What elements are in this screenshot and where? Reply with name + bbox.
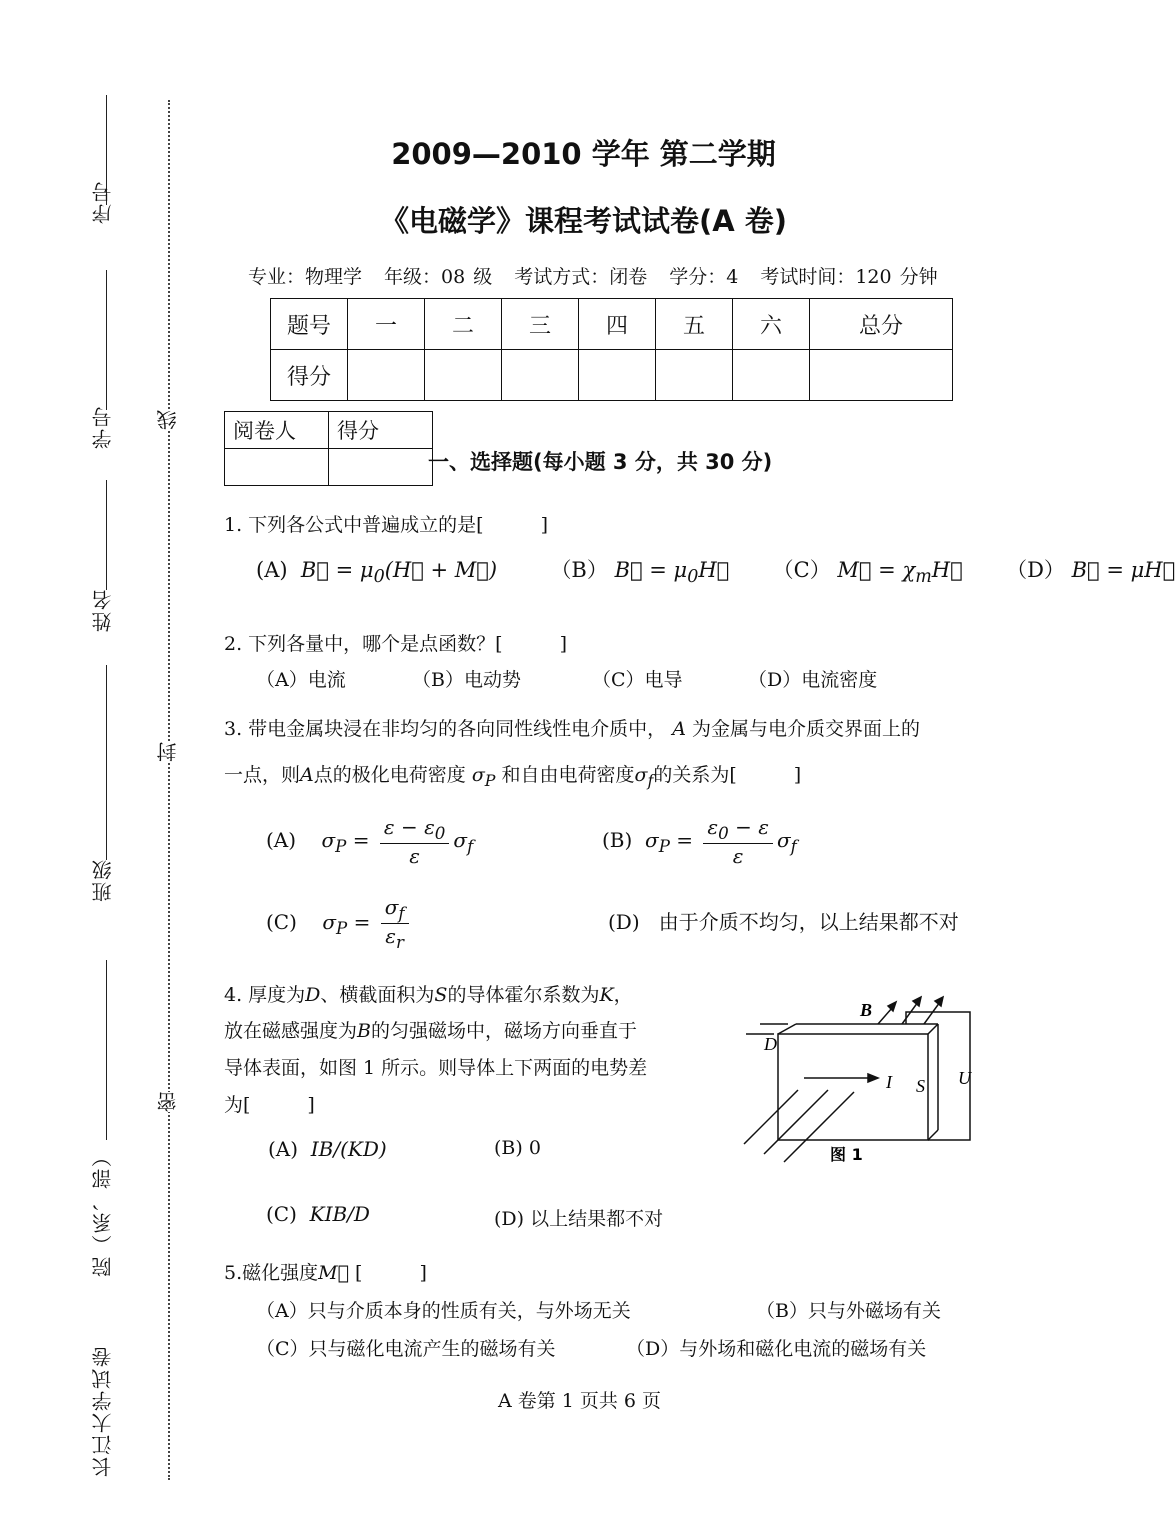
side-rule-3 xyxy=(106,480,107,590)
score-cell xyxy=(502,350,579,401)
fig-label-u: U xyxy=(958,1068,971,1088)
q4-text-2a: 放在磁感强度为 xyxy=(224,1020,358,1042)
q4-text-2b: 的匀强磁场中，磁场方向垂直于 xyxy=(370,1020,637,1042)
q3-c-formula: $\sigma_P$ = $\frac{\sigma_f}{\varepsilon_r}$ xyxy=(322,910,412,934)
q3-option-c xyxy=(266,895,413,952)
side-label-seq: 序号 xyxy=(91,180,115,224)
q3-option-d xyxy=(608,906,959,935)
score-row-label: 得分 xyxy=(271,350,348,401)
grader-score: 得分 xyxy=(329,412,433,449)
score-head-label: 题号 xyxy=(271,299,348,350)
q4-line4: 为[ ] xyxy=(224,1094,315,1116)
side-rule-4 xyxy=(106,665,107,860)
score-head-5: 五 xyxy=(656,299,733,350)
q1-d-label: （D） xyxy=(1006,558,1065,582)
q3-line1 xyxy=(224,714,920,741)
score-cell xyxy=(348,350,425,401)
q4-option-d: (D) 以上结果都不对 xyxy=(494,1208,664,1230)
q3-b-label: (B) xyxy=(602,828,633,852)
score-head-2: 二 xyxy=(425,299,502,350)
q4-option-a xyxy=(268,1137,387,1161)
q2-option-b: （B）电动势 xyxy=(412,669,521,691)
info-grade: 年级：08 级 xyxy=(384,266,493,288)
seal-line xyxy=(168,100,170,1480)
q4-text-1c: 的导体霍尔系数为 xyxy=(447,984,600,1006)
q3-text-1: 3. 带电金属块浸在非均匀的各向同性线性电介质中， xyxy=(224,718,667,740)
score-head-total: 总分 xyxy=(810,299,953,350)
q5-option-a: （A）只与介质本身的性质有关，与外场无关 xyxy=(256,1300,631,1322)
q1-stem: 1. 下列各公式中普遍成立的是[ ] xyxy=(224,514,548,536)
q4-text-1b: 、横截面积为 xyxy=(320,984,435,1006)
q4-sym-b: B xyxy=(357,1020,371,1042)
side-label-name: 姓名 xyxy=(91,588,115,632)
q1-d-formula: B⃗ = μH⃗ xyxy=(1071,558,1175,582)
q4-line3: 导体表面，如图 1 所示。则导体上下两面的电势差 xyxy=(224,1057,648,1079)
grader-reader: 阅卷人 xyxy=(225,412,329,449)
q3-c-label: (C) xyxy=(266,910,297,934)
q5-sym-m: M⃗ xyxy=(318,1262,349,1284)
q4-a-formula: IB/(KD) xyxy=(310,1137,387,1161)
q4-sym-s: S xyxy=(434,984,448,1006)
q1-options xyxy=(256,554,1175,587)
q4-text-1a: 4. 厚度为 xyxy=(224,984,306,1006)
q3-sigma-f: $\sigma_f$ xyxy=(634,764,654,790)
q4-line1: 4. 厚度为D、横截面积为S的导体霍尔系数为K， xyxy=(224,984,633,1006)
seal-mark-line: 线 xyxy=(153,410,182,430)
q4-c-label: (C) xyxy=(266,1202,297,1226)
info-method: 考试方式：闭卷 xyxy=(514,266,648,288)
fig-label-d: D xyxy=(764,1034,777,1054)
q3-text-2d: 的关系为[ ] xyxy=(653,764,802,786)
q4-c-formula: KIB/D xyxy=(309,1202,370,1226)
side-label-dept: 院（系、部） xyxy=(91,1145,115,1277)
q3-d-label: (D) xyxy=(608,910,640,934)
q5-text-a: 5.磁化强度 xyxy=(224,1262,319,1284)
q4-sym-k: K xyxy=(599,984,614,1006)
side-rule-2 xyxy=(106,270,107,410)
q4-option-c xyxy=(266,1202,370,1226)
q2-stem: 2. 下列各量中，哪个是点函数？[ ] xyxy=(224,633,567,655)
score-cell xyxy=(656,350,733,401)
figure-1 xyxy=(738,994,988,1174)
grader-cell xyxy=(329,449,433,486)
seal-mark-secret: 密 xyxy=(153,1092,182,1112)
fig-label-i: I xyxy=(886,1072,892,1092)
score-head-6: 六 xyxy=(733,299,810,350)
score-table xyxy=(270,298,953,401)
q5-option-c: （C）只与磁化电流产生的磁场有关 xyxy=(256,1338,556,1360)
fig-label-s: S xyxy=(916,1076,925,1096)
q4-sym-d: D xyxy=(305,984,321,1006)
q4-option-b: (B) 0 xyxy=(494,1137,541,1159)
q3-d-text: 由于介质不均匀，以上结果都不对 xyxy=(658,910,959,934)
score-head-1: 一 xyxy=(348,299,425,350)
info-credit: 学分：4 xyxy=(669,266,739,288)
grader-table xyxy=(224,411,433,486)
q3-sigma-p: $\sigma_P$ xyxy=(471,764,496,790)
q5-option-b: （B）只与外磁场有关 xyxy=(756,1300,941,1322)
q3-option-b xyxy=(602,815,797,868)
q1-b-formula: B⃗ = $\mu_0H⃗$ xyxy=(614,558,730,588)
side-label-class: 班级 xyxy=(91,858,115,902)
header-line2: 《电磁学》课程考试试卷(A 卷) xyxy=(379,204,788,238)
seal-mark-seal: 封 xyxy=(153,742,182,762)
q3-point-a: A xyxy=(672,718,686,740)
q3-a-formula: $\sigma_P$ = $\frac{\varepsilon - \varepsilon_0}{\varepsilon}$ $\sigma_f$ xyxy=(321,815,474,868)
q3-point-a2: A xyxy=(300,764,314,786)
q1-a-formula: B⃗ = $\mu_0(H⃗$ + M⃗) xyxy=(294,558,498,588)
q1-c-label: （C） xyxy=(772,558,831,582)
score-cell xyxy=(425,350,502,401)
q5-text-b: [ ] xyxy=(355,1262,427,1284)
side-label-id: 学号 xyxy=(91,405,115,449)
fig-caption: 图 1 xyxy=(830,1145,863,1164)
q2-option-a: （A）电流 xyxy=(256,669,346,691)
q3-line2 xyxy=(224,760,801,790)
q3-text-2b: 点的极化电荷密度 xyxy=(313,764,466,786)
score-head-3: 三 xyxy=(502,299,579,350)
info-time: 考试时间：120 分钟 xyxy=(760,266,938,288)
q3-option-a xyxy=(266,815,473,868)
score-cell xyxy=(579,350,656,401)
side-rule-5 xyxy=(106,960,107,1140)
q3-text-2a: 一点，则 xyxy=(224,764,301,786)
grader-cell xyxy=(225,449,329,486)
score-head-4: 四 xyxy=(579,299,656,350)
q5-option-d: （D）与外场和磁化电流的磁场有关 xyxy=(626,1338,927,1360)
score-cell xyxy=(810,350,953,401)
q5-stem xyxy=(224,1258,427,1285)
score-cell xyxy=(733,350,810,401)
section-title: 一、选择题(每小题 3 分，共 30 分) xyxy=(428,450,773,474)
header-line1: 2009—2010 学年 第二学期 xyxy=(391,137,776,171)
q4-line2 xyxy=(224,1016,637,1043)
q1-a-label: (A) xyxy=(256,558,288,582)
q3-a-label: (A) xyxy=(266,828,297,852)
q3-text-2c: 和自由电荷密度 xyxy=(501,764,635,786)
q2-option-d: （D）电流密度 xyxy=(748,669,878,691)
q3-b-formula: $\sigma_P$ = $\frac{\varepsilon_0 - \varepsilon}{\varepsilon}$ $\sigma_f$ xyxy=(645,815,797,868)
q1-c-formula: M⃗ = $\chi_mH⃗$ xyxy=(837,558,963,588)
q3-text-1b: 为金属与电介质交界面上的 xyxy=(692,718,921,740)
q2-option-c: （C）电导 xyxy=(592,669,683,691)
info-major: 专业：物理学 xyxy=(248,266,363,288)
page-footer: A 卷第 1 页共 6 页 xyxy=(497,1390,662,1412)
exam-info xyxy=(248,262,960,289)
side-label-exam: 长江大学试卷 xyxy=(91,1345,115,1477)
fig-label-b: B xyxy=(860,1000,873,1020)
q4-a-label: (A) xyxy=(268,1137,299,1161)
q1-b-label: （B） xyxy=(550,558,608,582)
